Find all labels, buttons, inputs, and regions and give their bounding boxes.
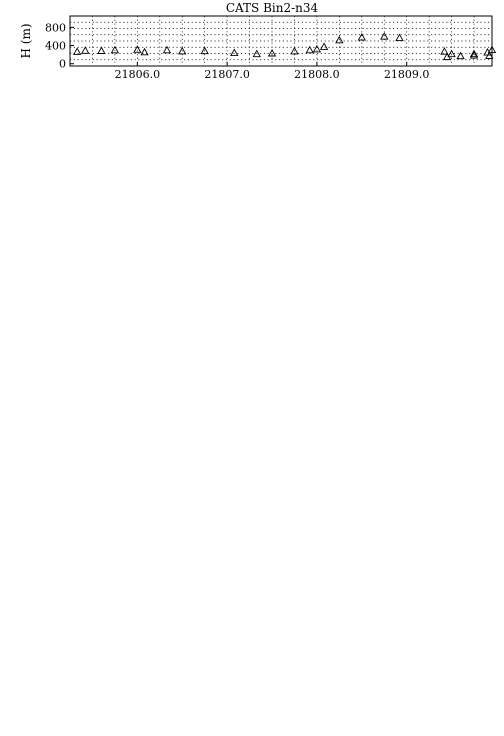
data-point-triangle	[82, 47, 89, 53]
y-tick-label: 800	[45, 21, 66, 35]
data-point-triangle	[306, 47, 313, 53]
x-tick-label: 21807.0	[204, 68, 250, 81]
panel-0	[19, 16, 495, 81]
data-point-triangle	[74, 48, 81, 54]
data-point-triangle	[321, 43, 328, 49]
x-tick-label: 21806.0	[114, 68, 161, 81]
data-point-triangle	[471, 51, 478, 57]
chart-panels	[19, 16, 495, 81]
data-point-triangle	[98, 47, 105, 53]
data-point-triangle	[396, 34, 403, 40]
data-point-triangle	[231, 49, 238, 55]
x-tick-label: 21809.0	[383, 68, 430, 81]
data-point-triangle	[141, 49, 148, 55]
chart-title: CATS Bin2-n34	[225, 1, 319, 15]
y-tick-label: 400	[45, 39, 66, 53]
data-point-triangle	[111, 47, 118, 53]
x-tick-label: 21808.0	[294, 68, 340, 81]
data-point-triangle	[164, 47, 171, 53]
y-tick-label: 0	[59, 57, 66, 71]
y-axis-label: H (m)	[19, 23, 33, 59]
panel-frame	[70, 16, 492, 66]
